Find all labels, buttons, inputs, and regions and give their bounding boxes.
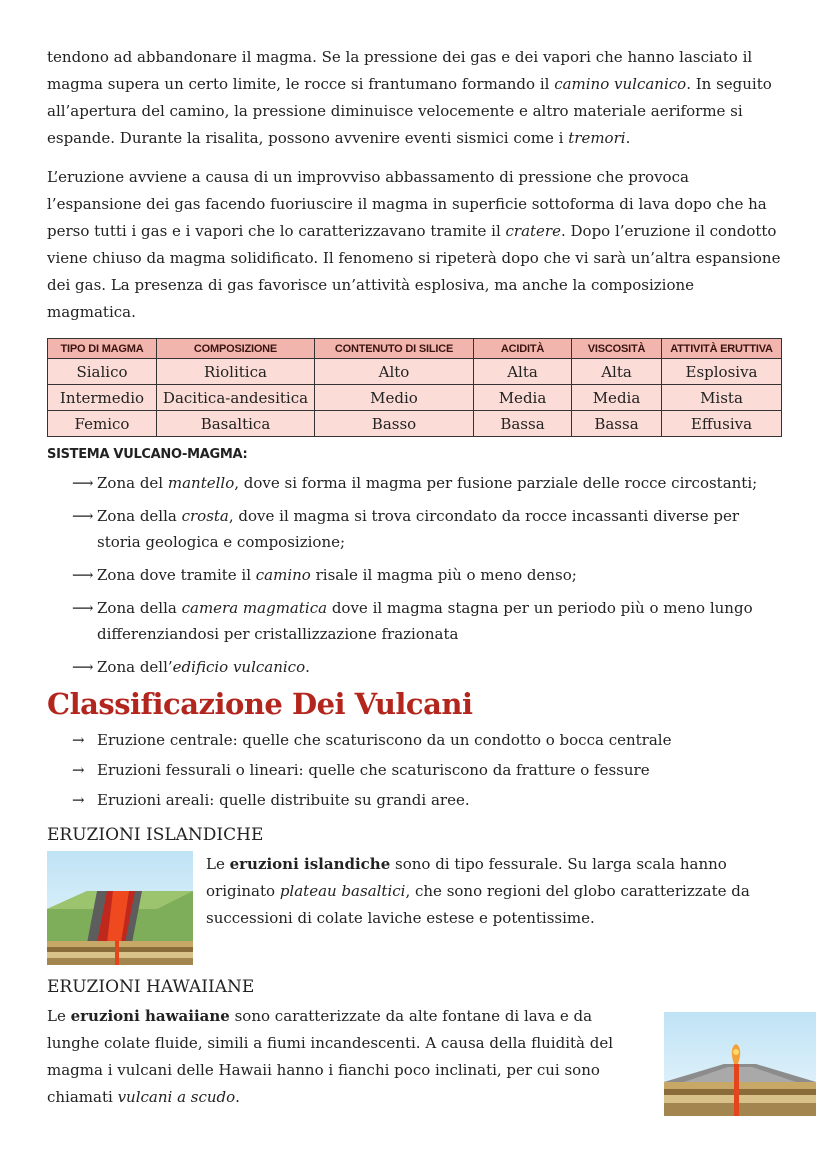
table-header: ACIDITÀ — [474, 339, 572, 359]
term-cratere: cratere — [505, 222, 561, 240]
list-item: ⟶ Zona della crosta, dove il magma si trova circondato da rocce incassanti diverse per storia geologica e composizione; — [72, 503, 782, 555]
list-item: ⟶ Zona della camera magmatica dove il magma stagna per un periodo più o meno lungo differenziandosi per cristallizzazione frazionata — [72, 595, 782, 647]
magma-table — [47, 338, 782, 437]
table-cell: Effusiva — [662, 411, 782, 437]
table-header: VISCOSITÀ — [572, 339, 662, 359]
table-cell: Femico — [48, 411, 157, 437]
intro-paragraph-1 — [47, 44, 782, 152]
term-camino-vulcanico: camino vulcanico — [554, 75, 687, 93]
heading-islandiche: ERUZIONI ISLANDICHE — [47, 825, 264, 845]
arrow-icon: ⟶ — [72, 566, 94, 584]
list-item: ⟶ Zona del mantello, dove si forma il magma per fusione parziale delle rocce circostanti; — [72, 470, 782, 496]
arrow-icon: → — [72, 731, 85, 749]
table-row — [48, 385, 782, 411]
intro-paragraph-2 — [47, 164, 782, 326]
table-cell: Sialico — [48, 359, 157, 385]
table-cell: Esplosiva — [662, 359, 782, 385]
table-cell: Bassa — [572, 411, 662, 437]
table-header: CONTENUTO DI SILICE — [315, 339, 474, 359]
arrow-icon: → — [72, 761, 85, 779]
arrow-icon: ⟶ — [72, 599, 94, 617]
heading-hawaiiane: ERUZIONI HAWAIIANE — [47, 977, 255, 997]
table-cell: Bassa — [474, 411, 572, 437]
table-cell: Basaltica — [157, 411, 315, 437]
fissure-eruption-illustration — [47, 851, 193, 965]
classificazione-list — [47, 725, 782, 815]
hawaiiane-text: Le eruzioni hawaiiane sono caratterizzate da alte fontane di lava e da lunghe colate fluide, simili a fiumi incandescenti. A causa della fluidità del magma i vulcani delle Hawaii hanno i fianchi poco inclinati, per cui sono chiamati vulcani a scudo. — [47, 1007, 614, 1106]
table-header: ATTIVITÀ ERUTTIVA — [662, 339, 782, 359]
list-item: ⟶ Zona dove tramite il camino risale il magma più o meno denso; — [72, 562, 782, 588]
shield-volcano-illustration — [664, 1012, 816, 1116]
islandiche-text: Le eruzioni islandiche sono di tipo fessurale. Su larga scala hanno originato plateau basaltici, che sono regioni del globo caratterizzate da successioni di colate laviche estese e potentissime. — [206, 855, 750, 927]
table-cell: Dacitica-andesitica — [157, 385, 315, 411]
arrow-icon: ⟶ — [72, 658, 94, 676]
arrow-icon: → — [72, 791, 85, 809]
table-cell: Basso — [315, 411, 474, 437]
islandiche-section — [47, 851, 782, 965]
table-cell: Alta — [474, 359, 572, 385]
text: . Dopo l’eruzione il condotto viene chiuso da magma solidificato. Il fenomeno si ripeterà dopo che vi sarà un’altra espansione dei gas. La presenza di gas favorisce un’attività esplosiva, ma anche la composizione magmatica. — [47, 222, 781, 321]
text: . In seguito all’apertura del camino, la pressione diminuisce velocemente e altro materiale aeriforme si espande. Durante la risalita, possono avvenire eventi sismici come i — [47, 75, 772, 147]
arrow-icon: ⟶ — [72, 474, 94, 492]
list-item: → Eruzione centrale: quelle che scaturiscono da un condotto o bocca centrale — [72, 725, 782, 755]
table-cell: Alta — [572, 359, 662, 385]
table-cell: Alto — [315, 359, 474, 385]
sistema-list — [47, 470, 782, 680]
table-cell: Media — [572, 385, 662, 411]
table-header-row — [48, 339, 782, 359]
term-tremori: tremori — [568, 129, 626, 147]
section-title-sistema: SISTEMA VULCANO-MAGMA: — [47, 447, 248, 462]
table-row — [48, 359, 782, 385]
text: L’eruzione avviene a causa di un improvviso abbassamento di pressione che provoca l’espansione dei gas facendo fuoriuscire il magma in superficie sottoforma di lava dopo che ha perso tutti i gas e i vapori che lo caratterizzavano tramite il — [47, 168, 767, 240]
table-cell: Riolitica — [157, 359, 315, 385]
table-cell: Medio — [315, 385, 474, 411]
table-cell: Mista — [662, 385, 782, 411]
text: . — [625, 129, 631, 147]
table-row — [48, 411, 782, 437]
table-header: COMPOSIZIONE — [157, 339, 315, 359]
table-header: TIPO DI MAGMA — [48, 339, 157, 359]
arrow-icon: ⟶ — [72, 507, 94, 525]
list-item: ⟶ Zona dell’edificio vulcanico. — [72, 654, 782, 680]
table-cell: Intermedio — [48, 385, 157, 411]
page-content — [47, 44, 782, 1111]
table-cell: Media — [474, 385, 572, 411]
list-item: → Eruzioni areali: quelle distribuite su grandi aree. — [72, 785, 782, 815]
heading-classificazione: Classificazione Dei Vulcani — [47, 687, 473, 721]
list-item: → Eruzioni fessurali o lineari: quelle che scaturiscono da fratture o fessure — [72, 755, 782, 785]
text: tendono ad abbandonare il magma. Se la pressione dei gas e dei vapori che hanno lasciato il magma supera un certo limite, le rocce si frantumano formando il — [47, 48, 753, 93]
